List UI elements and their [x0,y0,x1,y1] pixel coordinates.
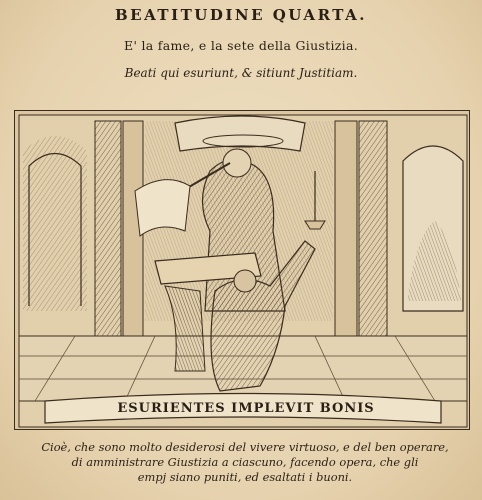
caption-line: empj siano puniti, ed esaltati i buoni. [137,470,353,484]
engraving-illustration [15,111,471,431]
banner-motto: ESURIENTES IMPLEVIT BONIS [117,401,375,416]
caption-text [20,440,470,485]
latin-quote: Beati qui esuriunt, & sitiunt Justitiam. [124,66,358,80]
caption-line: Cioè, che sono molto desiderosi del vivere virtuoso, e del ben operare, [41,440,449,454]
caption-line: di amministrare Giustizia a ciascuno, facendo opera, che gli [71,455,419,469]
engraving-plate [14,110,470,430]
page-title: BEATITUDINE QUARTA. [115,6,367,24]
page-subtitle: E' la fame, e la sete della Giustizia. [124,38,358,53]
